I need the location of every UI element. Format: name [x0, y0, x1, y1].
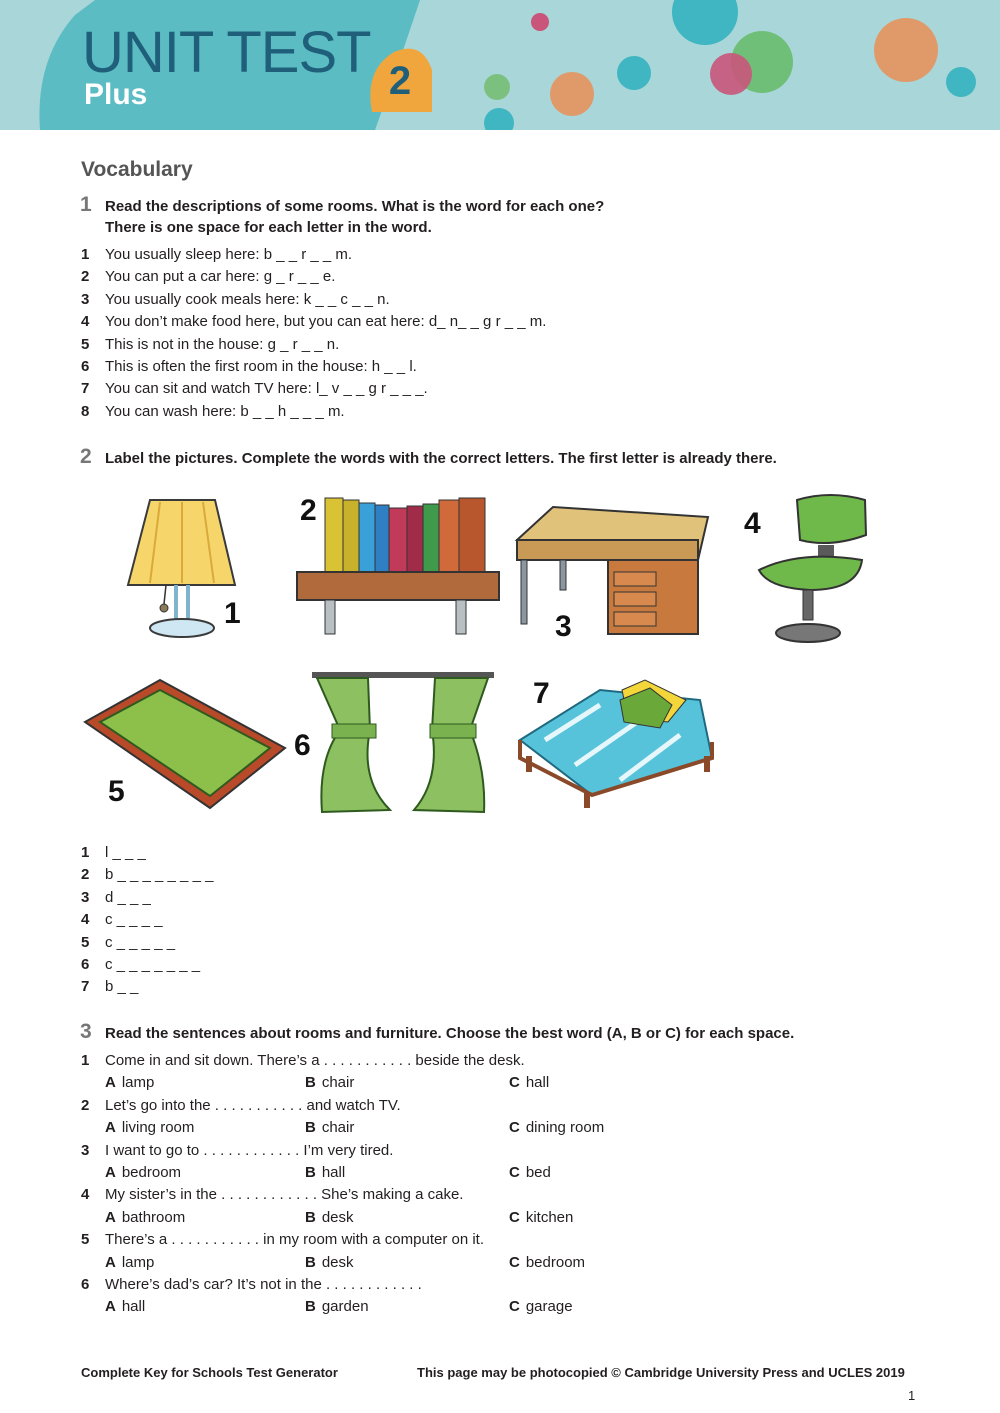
desk-picture — [517, 507, 708, 634]
option-a: A bedroom — [105, 1163, 182, 1181]
question: 5 There’s a . . . . . . . . . . . in my room with a computer on it. — [81, 1231, 485, 1249]
answer-options — [81, 1252, 681, 1274]
page-number: 1 — [908, 1388, 916, 1403]
unit-number-badge: 2 — [388, 59, 412, 103]
option-c: C kitchen — [509, 1208, 574, 1226]
option-b: B desk — [305, 1253, 354, 1271]
option-c: C garage — [509, 1298, 573, 1316]
answer-options — [81, 1207, 681, 1229]
lamp-picture — [128, 500, 235, 637]
exercise-2-number: 2 — [80, 445, 92, 468]
exercise-1-instruction-line2: There is one space for each letter in the word. — [105, 219, 432, 236]
answer-options — [81, 1117, 681, 1139]
option-a: A lamp — [105, 1074, 155, 1092]
unit-test-subtitle: Plus — [84, 78, 148, 111]
option-a: A living room — [105, 1119, 195, 1137]
exercise-2-instruction: Label the pictures. Complete the words with the correct letters. The first letter is already there. — [105, 450, 777, 467]
bookshelf-picture — [297, 498, 499, 634]
question: 3 I want to go to . . . . . . . . . . . . I’m very tired. — [81, 1141, 394, 1159]
picture-label-2: 2 — [300, 494, 317, 527]
option-c: C bedroom — [509, 1253, 586, 1271]
option-b: B hall — [305, 1163, 346, 1181]
picture-label-4: 4 — [744, 507, 761, 540]
option-c: C dining room — [509, 1119, 605, 1137]
exercise-3-list — [81, 1050, 681, 1319]
curtains-picture — [312, 672, 494, 812]
answer-options — [81, 1296, 681, 1318]
answer-options — [81, 1072, 681, 1094]
picture-label-6: 6 — [294, 729, 311, 762]
question: 6 Where’s dad’s car? It’s not in the . . . . . . . . . . . . — [81, 1275, 422, 1293]
exercise-1-instruction-line1: Read the descriptions of some rooms. What is the word for each one? — [105, 198, 605, 215]
picture-label-3: 3 — [555, 610, 572, 643]
footer-left: Complete Key for Schools Test Generator — [81, 1365, 338, 1380]
picture-label-5: 5 — [108, 775, 125, 808]
chair-picture — [759, 495, 866, 642]
option-a: A bathroom — [105, 1208, 186, 1226]
question: 2 Let’s go into the . . . . . . . . . . . and watch TV. — [81, 1096, 401, 1114]
footer-right: This page may be photocopied © Cambridge University Press and UCLES 2019 — [417, 1365, 905, 1380]
picture-label-1: 1 — [224, 597, 241, 630]
exercise-3-instruction: Read the sentences about rooms and furniture. Choose the best word (A, B or C) for each space. — [105, 1025, 795, 1042]
picture-label-7: 7 — [533, 677, 550, 710]
option-c: C bed — [509, 1163, 551, 1181]
option-b: B desk — [305, 1208, 354, 1226]
exercise-3-number: 3 — [80, 1020, 92, 1043]
question: 1 Come in and sit down. There’s a . . . . . . . . . . . beside the desk. — [81, 1052, 525, 1069]
question: 4 My sister’s in the . . . . . . . . . . . . She’s making a cake. — [81, 1186, 464, 1204]
section-title: Vocabulary — [81, 158, 193, 181]
unit-test-title: UNIT TEST — [82, 20, 371, 85]
option-b: B garden — [305, 1298, 369, 1316]
answer-options — [81, 1162, 681, 1184]
option-a: A hall — [105, 1298, 146, 1316]
option-a: A lamp — [105, 1253, 155, 1271]
option-b: B chair — [305, 1074, 355, 1092]
option-c: C hall — [509, 1074, 550, 1092]
option-b: B chair — [305, 1119, 355, 1137]
exercise-1-number: 1 — [80, 193, 92, 216]
